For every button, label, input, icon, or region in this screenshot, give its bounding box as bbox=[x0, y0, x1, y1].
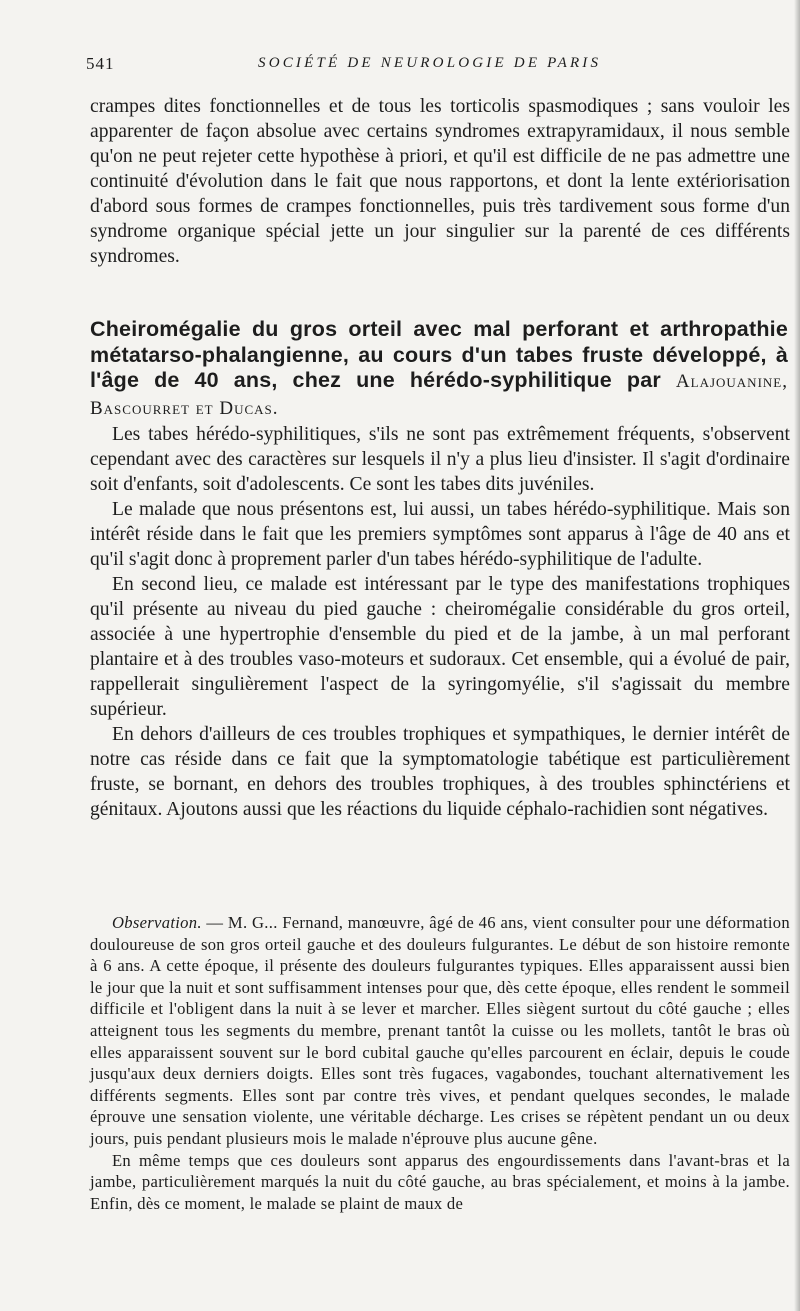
running-head bbox=[86, 54, 726, 76]
body-paragraph: Les tabes hérédo-syphilitiques, s'ils ne sont pas extrêmement fréquents, s'observent cependant avec des caractères sur lesquels il n'y a plus lieu d'insister. Il s'agit d'ordinaire soit d'enfants, soit d'adolescents. Ce sont les tabes dits juvéniles. bbox=[90, 424, 790, 495]
article-title bbox=[90, 317, 788, 421]
observation-section bbox=[90, 912, 790, 1214]
observation-paragraph bbox=[90, 912, 790, 1150]
observation-label: Observation. bbox=[112, 913, 202, 932]
intro-paragraph: crampes dites fonctionnelles et de tous les torticolis spasmodiques ; sans vouloir les apparenter de façon absolue avec certains syndromes extrapyramidaux, il nous semble qu'on ne peut rejeter cette hypothèse à priori, et qu'il est difficile de ne pas admettre une continuité d'évolution dans le fait que nous rapportons, et dont la lente extériorisation d'abord sous formes de crampes fonctionnelles, puis très tardivement sous forme d'un syndrome organique spécial jette un jour singulier sur la parenté de ces différents syndromes. bbox=[90, 96, 790, 267]
observation-paragraph: En même temps que ces douleurs sont apparus des engourdissements dans l'avant-bras et la jambe, particulièrement marqués la nuit du côté gauche, au bras spécialement, et moins à la jambe. Enfin, dès ce moment, le malade se plaint de maux de bbox=[90, 1150, 790, 1213]
article-title-text: Cheiromégalie du gros orteil avec mal perforant et arthropathie métatarso-phalangienne, au cours d'un tabes fruste développé, à l'âge de 40 ans, chez une hérédo-syphilitique bbox=[90, 317, 788, 393]
article-body bbox=[90, 422, 790, 822]
observation-text: — M. G... Fernand, manœuvre, âgé de 46 ans, vient consulter pour une déformation douloureuse de son gros orteil gauche et des douleurs fulgurantes. Le début de son histoire remonte à 6 ans. A cette époque, il présente des douleurs fulgurantes typiques. Elles apparaissent aussi bien le jour que la nuit et sont suffisamment intenses pour que, dès cette époque, elles rendent le sommeil difficile et l'obligent dans la nuit à se lever et marcher. Elles siègent surtout du côté gauche ; elles atteignent tous les segments du membre, prenant tantôt la cuisse ou les mollets, tantôt le bras où elles apparaissent souvent sur le bord cubital gauche qu'elles parcourent en éclair, depuis le coude jusqu'aux deux derniers doigts. Elles sont très fugaces, vagabondes, touchant alternativement les différents segments. Elles sont par contre très vives, et pendant quelques secondes, le malade éprouve une sensation violente, une véritable décharge. Les crises se répètent pendant un ou deux jours, puis pendant plusieurs mois le malade n'éprouve plus aucune gêne. bbox=[90, 913, 790, 1148]
page-edge-shadow bbox=[794, 0, 800, 1311]
journal-title: SOCIÉTÉ DE NEUROLOGIE DE PARIS bbox=[258, 55, 602, 71]
authors-prefix: par bbox=[626, 368, 661, 393]
authors: Alajouanine, Bascourret et Ducas. bbox=[90, 371, 788, 419]
body-paragraph: En dehors d'ailleurs de ces troubles trophiques et sympathiques, le dernier intérêt de notre cas réside dans ce fait que la symptomatologie tabétique est particulièrement fruste, se bornant, en dehors des troubles trophiques, à des troubles sphinctériens et génitaux. Ajoutons aussi que les réactions du liquide céphalo-rachidien sont négatives. bbox=[90, 724, 790, 820]
intro-text bbox=[90, 94, 790, 269]
page-number: 541 bbox=[86, 54, 115, 73]
body-paragraph: Le malade que nous présentons est, lui aussi, un tabes hérédo-syphilitique. Mais son intérêt réside dans le fait que les premiers symptômes sont apparus à l'âge de 40 ans et qu'il s'agit donc à proprement parler d'un tabes hérédo-syphilitique de l'adulte. bbox=[90, 499, 790, 570]
body-paragraph: En second lieu, ce malade est intéressant par le type des manifestations trophiques qu'il présente au niveau du pied gauche : cheiromégalie considérable du gros orteil, associée à une hypertrophie d'ensemble du pied et de la jambe, à un mal perforant plantaire et à des troubles vaso-moteurs et sudoraux. Cet ensemble, qui a évolué de pair, rappellerait singulièrement l'aspect de la syringomyélie, s'il s'agissait du membre supérieur. bbox=[90, 574, 790, 720]
